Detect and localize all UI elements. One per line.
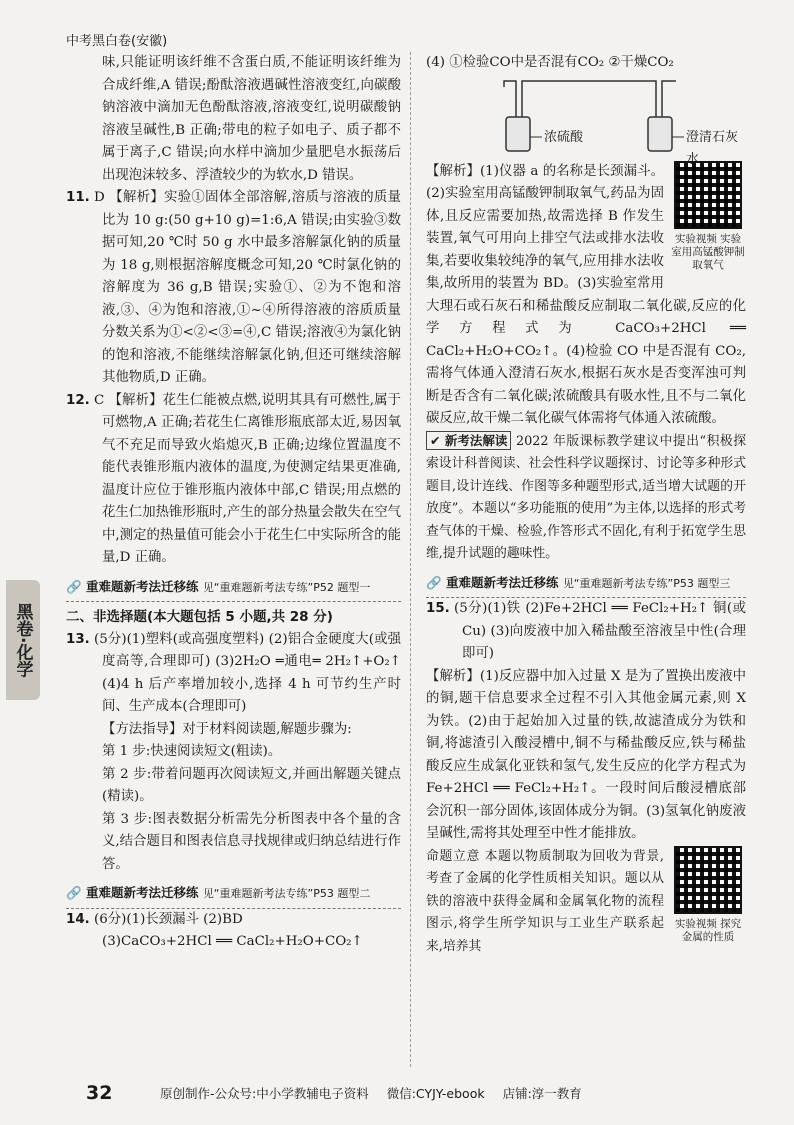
question-14: 14. (6分)(1)长颈漏斗 (2)BD — [66, 911, 243, 927]
right-column — [426, 52, 746, 958]
qr-video-2[interactable]: 实验视频 探究金属的性质 — [670, 846, 746, 944]
page-number: 32 — [86, 1082, 113, 1104]
footer-publisher: 原创制作-公众号:中小学教辅电子资料 — [160, 1086, 369, 1101]
question-14-cont: (3)CaCO₃+2HCl ══ CaCl₂+H₂O+CO₂↑ — [102, 934, 363, 949]
question-11: 11. D 【解析】实验①固体全部溶解,溶质与溶液的质量比为 10 g:(50 g+10 g)=1:6,A 错误;由实验③数据可知,20 ℃时 50 g 水中最多溶解氯化钠的质量为 18 g,则根据溶解度概念可知,20 ℃时氯化钠的溶解度为 36 g,B 错误;实验①、②为不饱和溶液,③、④为饱和溶液,①~④所得溶液的溶质质量分数关系为①<②<③=④,C 错误;溶液④为氯化钠的饱和溶液,不能继续溶解氯化钠,但还可继续溶解其他物质,D 正确。 — [66, 190, 401, 385]
method-guide: 【方法指导】对于材料阅读题,解题步骤为: — [102, 721, 352, 737]
step-1: 第 1 步:快速阅读短文(粗读)。 — [102, 744, 282, 759]
intent-note: 命题立意 本题以物质制取为回收为背景,考查了金属的化学性质相关知识。题以从铁的溶液中获得金属和金属氧化物的流程图示,将学生所学知识与工业生产联系起来,培养其 — [426, 848, 664, 954]
apparatus-diagram — [426, 79, 746, 167]
practice-link-3[interactable]: 🔗 重难题新考法迁移练 见“重难题新考法专练”P53 题型三 — [426, 572, 746, 599]
label-limewater: 澄清石灰水 — [686, 129, 739, 167]
analysis-14: 【解析】(1)仪器 a 的名称是长颈漏斗。(2)实验室用高锰酸钾制取氧气,药品为固体,且反应需要加热,故需选择 B 作发生装置,氧气可用向上排空气法或排水法收集,若要收集较纯净的氧气,应用排水法收集,故所用的装置为 BD。(3)实验室常用大理石或石灰石和稀盐酸反应制取二氧化碳,反应的化学方程式为 CaCO₃+2HCl ══ CaCl₂+H₂O+CO₂↑。(4)检验 CO 中是否混有 CO₂,需将气体通入澄清石灰水,根据石灰水是否变浑浊可判断是否含有二氧化碳;浓硫酸具有吸水性,且不与二氧化碳反应,故干燥二氧化碳气体需将气体通入浓硫酸。 — [426, 163, 746, 426]
running-header: 中考黑白卷(安徽) — [66, 34, 168, 49]
link-icon: 🔗 — [66, 578, 82, 594]
question-15: 15. (5分)(1)铁 (2)Fe+2HCl ══ FeCl₂+H₂↑ 铜(或 Cu) (3)向废液中加入稀盐酸至溶液呈中性(合理即可) — [426, 601, 746, 661]
footer — [160, 1084, 596, 1102]
qr-video-1[interactable]: 实验视频 实验室用高锰酸钾制取氧气 — [670, 161, 746, 272]
link-icon: 🔗 — [66, 885, 82, 900]
link-icon: 🔗 — [426, 574, 442, 590]
practice-link-2[interactable]: 🔗 重难题新考法迁移练 见“重难题新考法专练”P53 题型二 — [66, 882, 401, 909]
step-2: 第 2 步:带着问题再次阅读短文,并画出解题关键点(精读)。 — [102, 766, 401, 804]
question-12: 12. C 【解析】花生仁能被点燃,说明其具有可燃性,属于可燃物,A 正确;若花生仁离锥形瓶底部太近,易因氧气不充足而导致火焰熄灭,B 正确;边缘位置温度不能代表锥形瓶内液体的温度,为使测定结果更准确,温度计应位于锥形瓶内液体中部,C 错误;用点燃的花生仁加热锥形瓶时,产生的部分热量会散失在空气中,测定的热量值可能会小于花生仁中实际所含的能量,D 正确。 — [66, 392, 401, 565]
footer-shop: 店铺:淳一教育 — [502, 1086, 582, 1101]
footer-wechat: 微信:CYJY-ebook — [386, 1086, 485, 1101]
qr-code-icon — [674, 846, 742, 914]
column-divider — [410, 52, 411, 1067]
analysis-15: 【解析】(1)反应器中加入过量 X 是为了置换出废液中的铜,题干信息要求全过程不引入其他金属元素,则 X 为铁。(2)由于起始加入过量的铁,故滤渣成分为铁和铜,将滤渣引入酸浸槽中,铜不与稀盐酸反应,铁与稀盐酸反应生成氯化亚铁和氢气,发生反应的化学方程式为 Fe+2HCl ══ FeCl₂+H₂↑。一段时间后酸浸槽底部会沉积一部分固体,该固体成分为铜。(3)氢氧化钠废液呈碱性,需将其处理至中性才能排放。 — [426, 668, 746, 841]
practice-link-1[interactable]: 🔗 重难题新考法迁移练 见“重难题新考法专练”P52 题型一 — [66, 576, 401, 603]
paragraph: 味,只能证明该纤维不含蛋白质,不能证明该纤维为合成纤维,A 错误;酚酞溶液遇碱性溶液变红,向碳酸钠溶液中滴加无色酚酞溶液,溶液变红,说明碳酸钠溶液呈碱性,B 正确;带电的粒子如电子、质子都不属于离子,C 错误;向水样中滴加少量肥皂水振荡后出现泡沫较多、浮渣较少的为软水,D 错误。 — [102, 55, 401, 183]
left-column — [66, 52, 401, 954]
tag-badge: ✔ 新考法解读 — [426, 431, 511, 450]
q14-part4: (4) ①检验CO中是否混有CO₂ ②干燥CO₂ — [426, 55, 674, 70]
section-title: 二、非选择题(本大题包括 5 小题,共 28 分) — [66, 609, 333, 625]
new-method-note: ✔ 新考法解读 2022 年版课标教学建议中提出“积极探索设计科普阅读、社会性科学议题探讨、讨论等多种形式题目,设计连线、作图等多种题型形式,适当增大试题的开放度”。本题以“多功能瓶的使用”为主体,以选择的形式考查气体的干燥、检验,作答形式不固化,有利于拓宽学生思维,提升试题的趣味性。 — [426, 432, 746, 561]
question-13: 13. (5分)(1)塑料(或高强度塑料) (2)铝合金硬度大(或强度高等,合理即可) (3)2H₂O ═通电═ 2H₂↑+O₂↑ (4)4 h 后产率增加较小,选择 4 h 可节约生产时间、生产成本(合理即可) — [66, 631, 401, 714]
step-3: 第 3 步:图表数据分析需先分析图表中各个量的含义,结合题目和图表信息寻找规律或归纳总结进行作答。 — [102, 811, 401, 872]
side-tab: 黑卷·化学 — [6, 580, 40, 700]
label-sulfuric-acid: 浓硫酸 — [544, 129, 584, 145]
